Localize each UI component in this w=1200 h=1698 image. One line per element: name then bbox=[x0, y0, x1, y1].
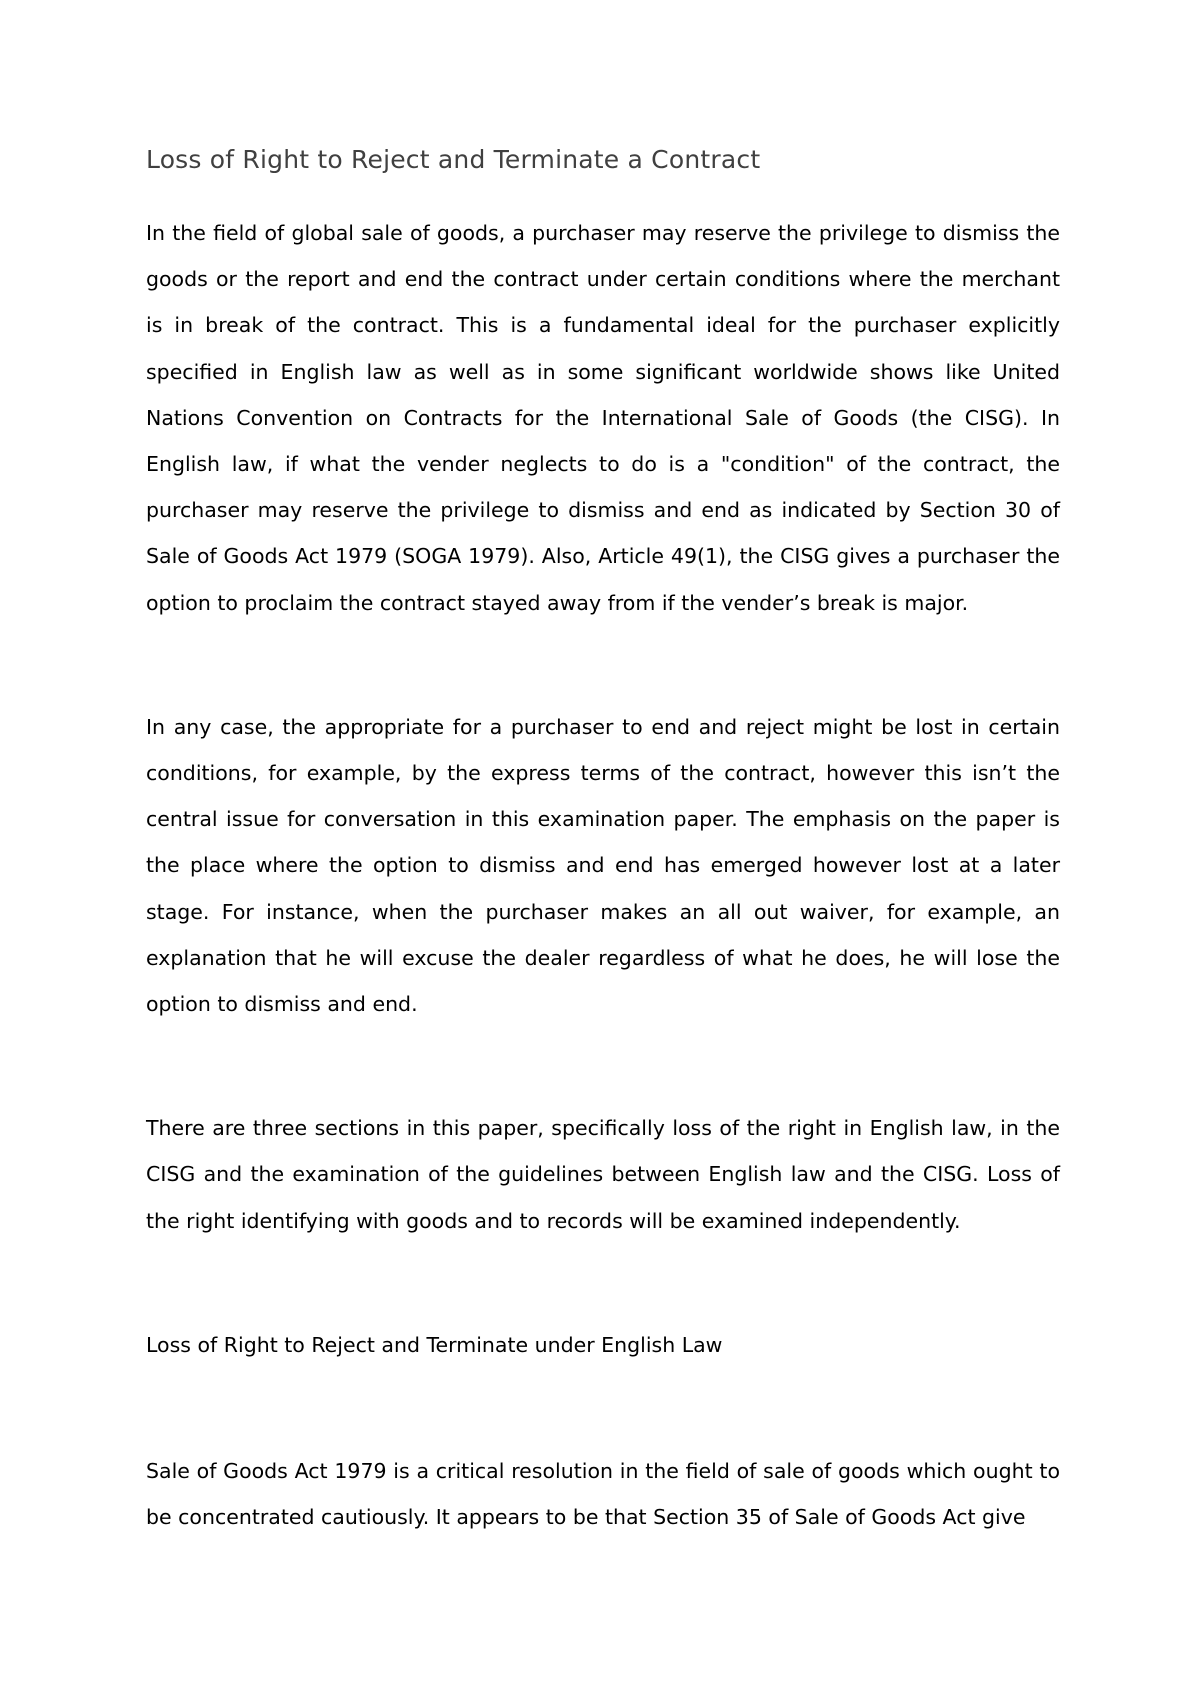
section-heading-english-law: Loss of Right to Reject and Terminate under English Law bbox=[146, 1332, 723, 1357]
document-title: Loss of Right to Reject and Terminate a Contract bbox=[146, 145, 761, 174]
paragraph-introduction: In the field of global sale of goods, a purchaser may reserve the privilege to dismiss the goods or the report and end the contract under certain conditions where the merchant is in break of the contract. This is a fundamental ideal for the purchaser explicitly specified in English law as well as in some significant worldwide shows like United Nations Convention on Contracts for the International Sale of Goods (the CISG). In English law, if what the vender neglects to do is a "condition" of the contract, the purchaser may reserve the privilege to dismiss and end as indicated by Section 30 of Sale of Goods Act 1979 (SOGA 1979). Also, Article 49(1), the CISG gives a purchaser the option to proclaim the contract stayed away from if the vender’s break is major. bbox=[146, 221, 1060, 615]
document-page bbox=[146, 140, 1060, 1540]
paragraph-loss-conditions: In any case, the appropriate for a purchaser to end and reject might be lost in certain conditions, for example, by the express terms of the contract, however this isn’t the central issue for conversation in this examination paper. The emphasis on the paper is the place where the option to dismiss and end has emerged however lost at a later stage. For instance, when the purchaser makes an all out waiver, for example, an explanation that he will excuse the dealer regardless of what he does, he will lose the option to dismiss and end. bbox=[146, 714, 1060, 1017]
paragraph-paper-sections: There are three sections in this paper, specifically loss of the right in English law, in the CISG and the examination of the guidelines between English law and the CISG. Loss of the right identifying with goods and to records will be examined independently. bbox=[146, 1116, 1060, 1233]
paragraph-sale-of-goods-act: Sale of Goods Act 1979 is a critical resolution in the field of sale of goods which ought to be concentrated cautiously. It appears to be that Section 35 of Sale of Goods Act give bbox=[146, 1459, 1060, 1530]
